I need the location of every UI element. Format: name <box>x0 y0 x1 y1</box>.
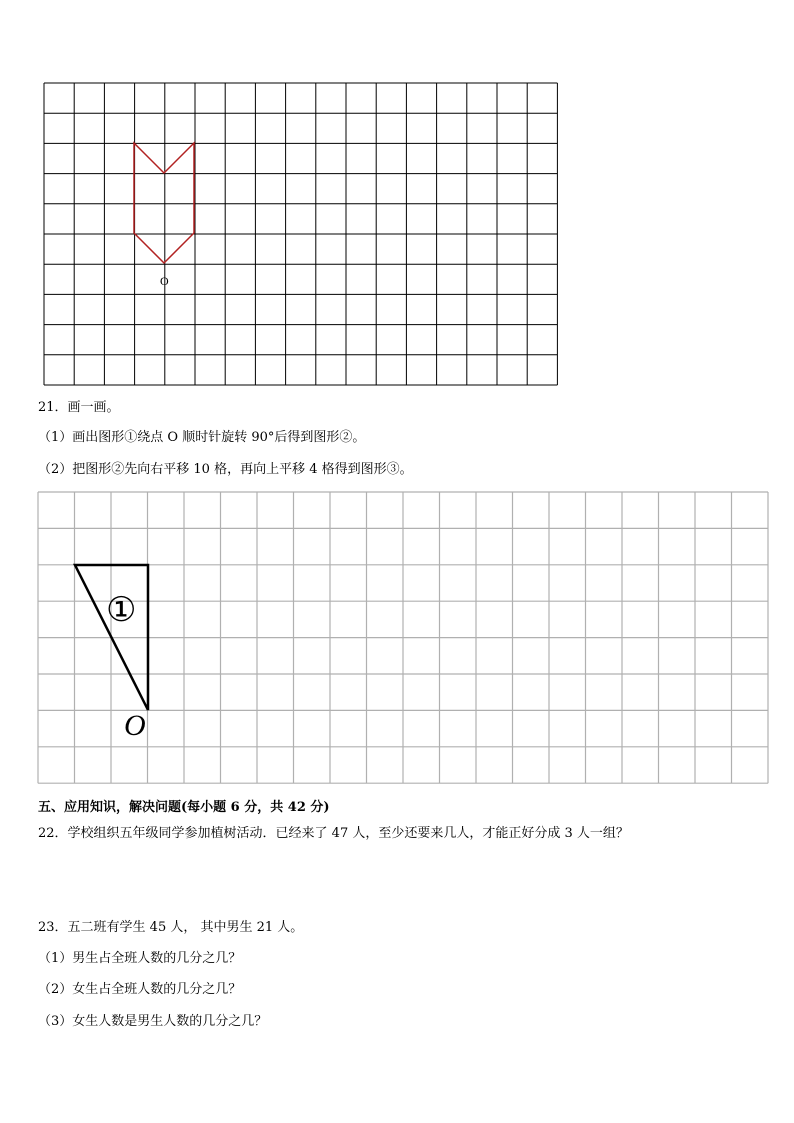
q23-sub3: （3）女生人数是男生人数的几分之几？ <box>38 1014 268 1029</box>
q21-sub1: （1）画出图形①绕点 O 顺时针旋转 90°后得到图形②。 <box>38 430 366 445</box>
q21-title: 21．画一画。 <box>38 400 120 415</box>
figure2-grid <box>0 0 794 300</box>
triangle-point-label: O <box>124 709 146 742</box>
q23-sub1: （1）男生占全班人数的几分之几？ <box>38 951 242 966</box>
q22-text: 22．学校组织五年级同学参加植树活动．已经来了 47 人，至少还要来几人，才能正好分成 3 人一组？ <box>38 826 629 841</box>
q23-sub2: （2）女生占全班人数的几分之几？ <box>38 982 242 997</box>
section5-heading: 五、应用知识，解决问题(每小题 6 分，共 42 分) <box>38 800 330 815</box>
figure1-point-label: O <box>160 274 169 288</box>
q23-title: 23．五二班有学生 45 人， 其中男生 21 人。 <box>38 920 304 935</box>
q21-sub2: （2）把图形②先向右平移 10 格，再向上平移 4 格得到图形③。 <box>38 462 413 477</box>
triangle-label: ① <box>106 592 137 629</box>
